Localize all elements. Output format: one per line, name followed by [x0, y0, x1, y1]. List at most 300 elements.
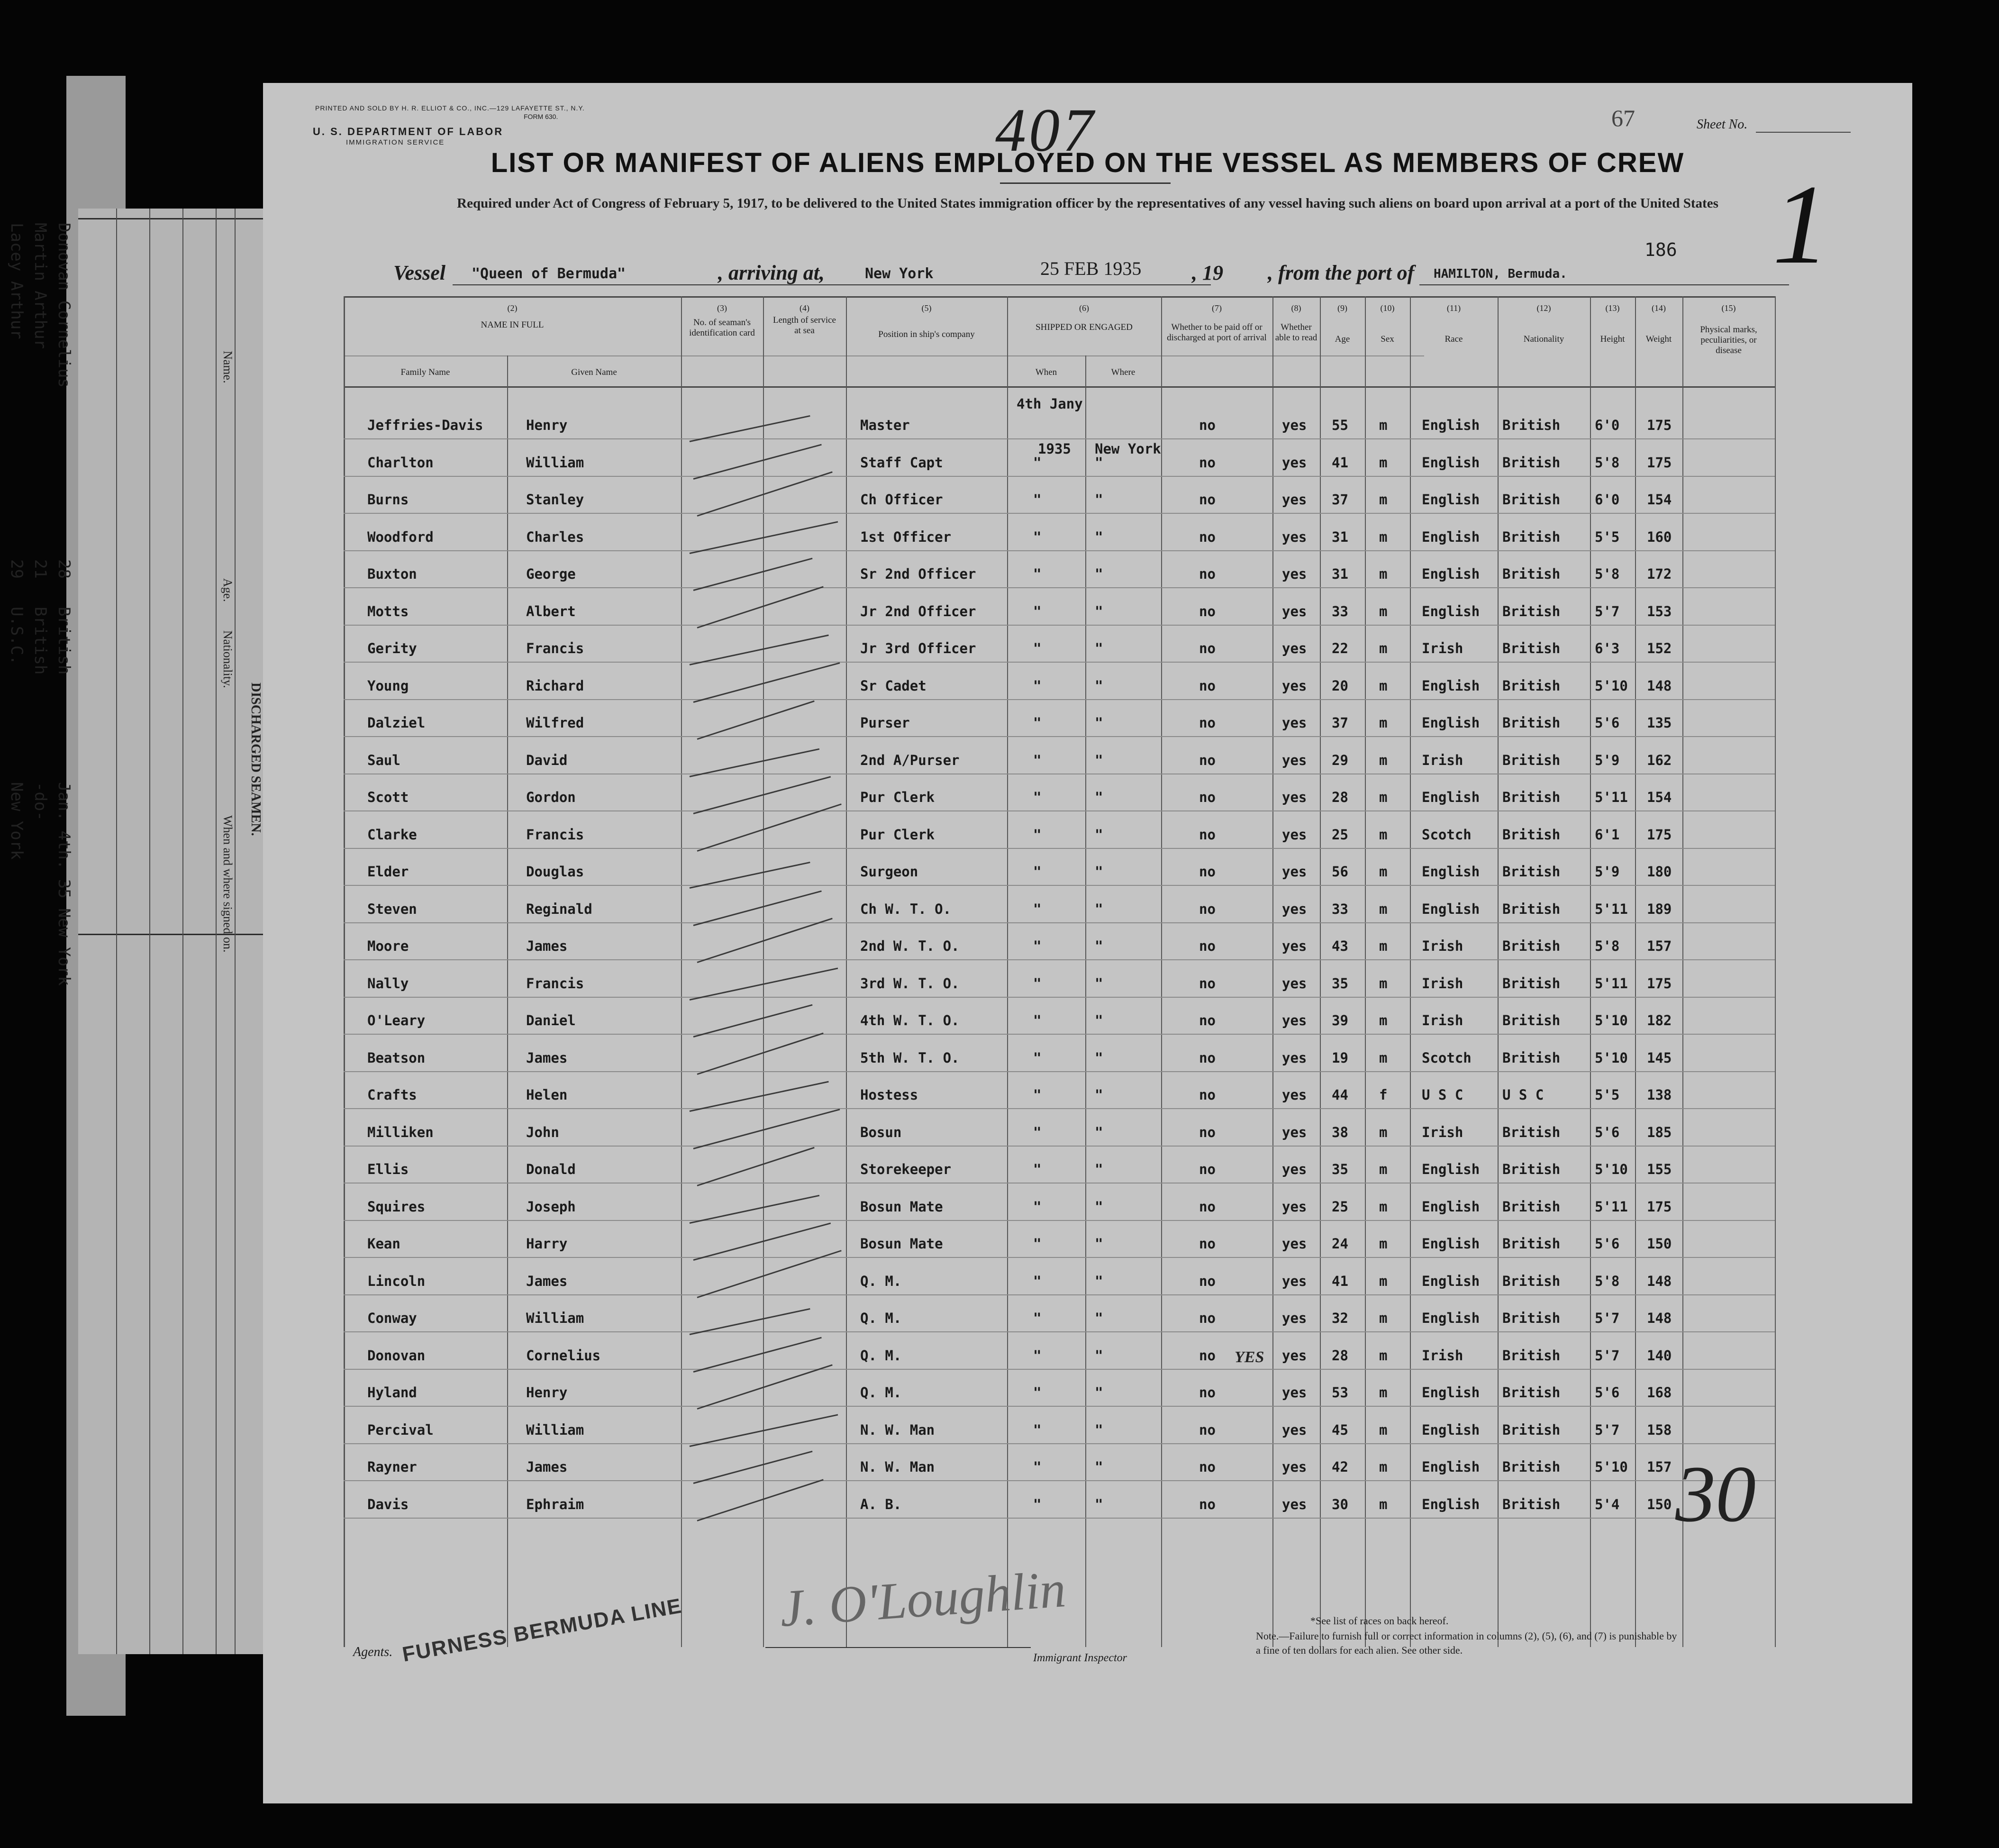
cell-given-name: David — [526, 752, 568, 768]
cell-position: Q. M. — [860, 1347, 902, 1364]
row-rule — [344, 587, 1775, 588]
cell-position: Surgeon — [860, 864, 918, 880]
cell-weight: 180 — [1647, 864, 1672, 880]
cell-position: Jr 2nd Officer — [860, 603, 976, 619]
cell-shipped-when: " — [1033, 1347, 1042, 1364]
row-rule — [344, 1034, 1775, 1035]
cell-age: 44 — [1332, 1087, 1348, 1103]
cell-shipped-where: " — [1095, 1124, 1103, 1140]
cell-sex: m — [1379, 528, 1388, 545]
cell-weight: 152 — [1647, 640, 1672, 656]
cell-family-name: Steven — [367, 901, 417, 917]
cell-race: English — [1422, 789, 1480, 805]
cell-age: 37 — [1332, 492, 1348, 508]
cell-race: English — [1422, 677, 1480, 694]
cell-able-to-read: yes — [1282, 417, 1307, 433]
cell-age: 28 — [1332, 789, 1348, 805]
column-divider — [1085, 355, 1086, 1647]
cell-able-to-read: yes — [1282, 1273, 1307, 1289]
slip-column-line — [235, 209, 236, 1654]
races-note: *See list of races on back hereof. — [1310, 1615, 1449, 1627]
cell-race: English — [1422, 454, 1480, 471]
cell-race: Irish — [1422, 938, 1463, 954]
cell-height: 5'8 — [1595, 566, 1620, 582]
stamp-number: 67 — [1611, 105, 1635, 131]
cell-race: English — [1422, 1310, 1480, 1326]
cell-shipped-when: " — [1033, 938, 1042, 954]
header-sex: Sex — [1381, 334, 1394, 344]
cell-shipped-when: " — [1033, 566, 1042, 582]
slip-row-nationality: U.S.C. — [7, 607, 26, 665]
cell-race: Irish — [1422, 1012, 1463, 1029]
cell-nationality: British — [1502, 1161, 1561, 1177]
cell-paid-off: no — [1199, 1459, 1216, 1475]
cell-height: 5'11 — [1595, 975, 1628, 992]
agent-stamp: FURNESS BERMUDA LINE — [400, 1594, 684, 1666]
cell-race: English — [1422, 901, 1480, 917]
cell-race: English — [1422, 1198, 1480, 1215]
cell-family-name: Buxton — [367, 566, 417, 582]
col-num-14: (14) — [1652, 303, 1666, 313]
cell-paid-off: no — [1199, 826, 1216, 843]
cell-nationality: British — [1502, 492, 1561, 508]
cell-shipped-where: " — [1095, 1384, 1103, 1401]
row-rule — [344, 1480, 1775, 1481]
cell-family-name: Burns — [367, 492, 409, 508]
id-card-check-mark — [690, 635, 829, 665]
cell-shipped-when: " — [1033, 864, 1042, 880]
row-rule — [344, 959, 1775, 960]
col-num-4: (4) — [800, 303, 809, 313]
cell-weight: 168 — [1647, 1384, 1672, 1401]
cell-nationality: British — [1502, 901, 1561, 917]
cell-race: English — [1422, 1421, 1480, 1438]
cell-sex: m — [1379, 715, 1388, 731]
header-position: Position in ship's company — [878, 329, 975, 339]
cell-family-name: Milliken — [367, 1124, 434, 1140]
cell-shipped-where: " — [1095, 1198, 1103, 1215]
cell-able-to-read: yes — [1282, 938, 1307, 954]
cell-nationality: British — [1502, 864, 1561, 880]
header-height: Height — [1600, 334, 1625, 344]
cell-position: 4th W. T. O. — [860, 1012, 960, 1029]
cell-nationality: British — [1502, 826, 1561, 843]
cell-family-name: Elder — [367, 864, 409, 880]
cell-weight: 145 — [1647, 1049, 1672, 1066]
cell-able-to-read: yes — [1282, 901, 1307, 917]
cell-shipped-where: " — [1095, 1310, 1103, 1326]
cell-given-name: Francis — [526, 826, 584, 843]
col-num-9: (9) — [1337, 303, 1347, 313]
slip-column-line — [116, 209, 117, 1654]
arrival-date-stamp: 25 FEB 1935 — [1040, 258, 1142, 279]
cell-weight: 148 — [1647, 677, 1672, 694]
cell-shipped-when: " — [1033, 1273, 1042, 1289]
cell-position: Bosun Mate — [860, 1198, 943, 1215]
cell-shipped-where: " — [1095, 826, 1103, 843]
cell-shipped-where: " — [1095, 752, 1103, 768]
cell-weight: 172 — [1647, 566, 1672, 582]
cell-shipped-where: " — [1095, 1087, 1103, 1103]
cell-given-name: Douglas — [526, 864, 584, 880]
cell-able-to-read: yes — [1282, 1161, 1307, 1177]
cell-paid-off: no — [1199, 1161, 1216, 1177]
cell-shipped-where: " — [1095, 1496, 1103, 1512]
cell-height: 5'10 — [1595, 1012, 1628, 1029]
handwritten-total: 30 — [1675, 1449, 1756, 1538]
row-rule — [344, 848, 1775, 849]
cell-able-to-read: yes — [1282, 566, 1307, 582]
id-card-check-mark — [693, 1451, 813, 1484]
cell-given-name: William — [526, 1310, 584, 1326]
cell-sex: m — [1379, 901, 1388, 917]
column-divider — [507, 355, 508, 1647]
cell-able-to-read: yes — [1282, 1421, 1307, 1438]
id-card-check-mark — [693, 662, 840, 703]
cell-height: 5'11 — [1595, 1198, 1628, 1215]
cell-race: English — [1422, 1384, 1480, 1401]
cell-sex: m — [1379, 1049, 1388, 1066]
cell-race: English — [1422, 566, 1480, 582]
arrival-port: New York — [865, 265, 934, 282]
slip-row-name: Martin Arthur — [31, 223, 50, 349]
cell-sex: m — [1379, 752, 1388, 768]
column-divider — [1410, 296, 1411, 1647]
handwritten-number: 407 — [995, 96, 1096, 164]
cell-age: 22 — [1332, 640, 1348, 656]
cell-able-to-read: yes — [1282, 1459, 1307, 1475]
cell-family-name: Crafts — [367, 1087, 417, 1103]
cell-position: Q. M. — [860, 1273, 902, 1289]
id-card-check-mark — [690, 748, 820, 777]
cell-nationality: British — [1502, 1273, 1561, 1289]
cell-weight: 175 — [1647, 1198, 1672, 1215]
cell-able-to-read: yes — [1282, 789, 1307, 805]
cell-able-to-read: yes — [1282, 1198, 1307, 1215]
cell-paid-off: no — [1199, 1310, 1216, 1326]
cell-shipped-where: " — [1095, 640, 1103, 656]
cell-age: 29 — [1332, 752, 1348, 768]
id-card-check-mark — [690, 1081, 829, 1112]
cell-age: 35 — [1332, 975, 1348, 992]
cell-age: 53 — [1332, 1384, 1348, 1401]
header-weight: Weight — [1645, 334, 1672, 344]
cell-able-to-read: yes — [1282, 677, 1307, 694]
cell-position: Ch Officer — [860, 492, 943, 508]
handwritten-yes-correction: YES — [1235, 1348, 1264, 1366]
cell-given-name: Cornelius — [526, 1347, 601, 1364]
cell-height: 5'10 — [1595, 1161, 1628, 1177]
cell-given-name: Helen — [526, 1087, 568, 1103]
inspector-label: Immigrant Inspector — [1033, 1652, 1127, 1664]
cell-shipped-where: " — [1095, 715, 1103, 731]
cell-shipped-where: " — [1095, 1161, 1103, 1177]
cell-height: 5'10 — [1595, 1049, 1628, 1066]
fine-note: Note.—Failure to furnish full or correct information in columns (2), (5), (6), and (7) is punishable by a fine of ten dollars for each alien. See other side. — [1256, 1630, 1677, 1656]
row-rule — [344, 662, 1775, 663]
cell-position: Master — [860, 417, 910, 433]
cell-position: Pur Clerk — [860, 789, 935, 805]
cell-nationality: British — [1502, 975, 1561, 992]
cell-shipped-where: " — [1095, 1049, 1103, 1066]
cell-shipped-where: " — [1095, 1347, 1103, 1364]
cell-shipped-where: " — [1095, 864, 1103, 880]
cell-age: 32 — [1332, 1310, 1348, 1326]
cell-weight: 175 — [1647, 417, 1672, 433]
cell-paid-off: no — [1199, 752, 1216, 768]
cell-nationality: British — [1502, 640, 1561, 656]
id-card-check-mark — [697, 701, 815, 740]
cell-given-name: Henry — [526, 1384, 568, 1401]
id-card-check-mark — [693, 1004, 813, 1038]
cell-sex: m — [1379, 677, 1388, 694]
cell-able-to-read: yes — [1282, 1087, 1307, 1103]
cell-shipped-where: " — [1095, 789, 1103, 805]
column-divider — [1590, 296, 1591, 1647]
row-rule — [344, 438, 1775, 439]
cell-sex: m — [1379, 1236, 1388, 1252]
cell-family-name: Charlton — [367, 454, 434, 471]
cell-shipped-when: " — [1033, 1161, 1042, 1177]
cell-paid-off: no — [1199, 1421, 1216, 1438]
agents-label: Agents. — [353, 1645, 393, 1659]
cell-shipped-when: " — [1033, 1198, 1042, 1215]
cell-paid-off: no — [1199, 1012, 1216, 1029]
cell-height: 5'6 — [1595, 1124, 1620, 1140]
cell-paid-off: no — [1199, 975, 1216, 992]
cell-shipped-when: " — [1033, 677, 1042, 694]
cell-family-name: Ellis — [367, 1161, 409, 1177]
cell-able-to-read: yes — [1282, 752, 1307, 768]
cell-given-name: Richard — [526, 677, 584, 694]
from-label: , from the port of — [1268, 261, 1415, 284]
cell-weight: 148 — [1647, 1310, 1672, 1326]
cell-able-to-read: yes — [1282, 1124, 1307, 1140]
cell-weight: 185 — [1647, 1124, 1672, 1140]
id-card-check-mark — [697, 1147, 815, 1186]
cell-family-name: Squires — [367, 1198, 426, 1215]
cell-height: 5'6 — [1595, 1236, 1620, 1252]
cell-family-name: Woodford — [367, 528, 434, 545]
id-card-check-mark — [693, 890, 822, 926]
cell-nationality: British — [1502, 528, 1561, 545]
slip-col-signed: When and where signed on. — [221, 815, 235, 953]
row-rule — [344, 1108, 1775, 1109]
cell-position: 2nd A/Purser — [860, 752, 960, 768]
cell-position: 1st Officer — [860, 528, 952, 545]
cell-shipped-when: " — [1033, 1496, 1042, 1512]
cell-paid-off: no — [1199, 789, 1216, 805]
cell-shipped-where: " — [1095, 1273, 1103, 1289]
subheader-family: Family Name — [400, 367, 450, 377]
cell-family-name: Hyland — [367, 1384, 417, 1401]
cell-age: 31 — [1332, 566, 1348, 582]
column-divider — [1365, 296, 1366, 1647]
cell-height: 5'5 — [1595, 1087, 1620, 1103]
cell-family-name: Clarke — [367, 826, 417, 843]
cell-shipped-when: " — [1033, 715, 1042, 731]
from-port: HAMILTON, Bermuda. — [1434, 267, 1567, 281]
id-card-check-mark — [693, 1109, 840, 1149]
cell-nationality: British — [1502, 1236, 1561, 1252]
id-card-check-mark — [697, 471, 833, 517]
page-number: 186 — [1645, 239, 1677, 260]
cell-family-name: Scott — [367, 789, 409, 805]
cell-sex: m — [1379, 1310, 1388, 1326]
sheet-no-line — [1756, 132, 1851, 133]
cell-sex: m — [1379, 1421, 1388, 1438]
cell-shipped-when: " — [1033, 454, 1042, 471]
cell-age: 38 — [1332, 1124, 1348, 1140]
cell-position: Sr 2nd Officer — [860, 566, 976, 582]
cell-shipped-where: " — [1095, 938, 1103, 954]
slip-row-nationality: British — [55, 607, 73, 675]
cell-family-name: Percival — [367, 1421, 434, 1438]
crew-table — [344, 296, 1775, 1647]
cell-shipped-when: " — [1033, 826, 1042, 843]
cell-given-name: James — [526, 1273, 568, 1289]
department-name: U. S. DEPARTMENT OF LABOR — [313, 126, 504, 137]
cell-family-name: Gerity — [367, 640, 417, 656]
cell-family-name: Saul — [367, 752, 400, 768]
cell-height: 5'7 — [1595, 1421, 1620, 1438]
cell-given-name: Ephraim — [526, 1496, 584, 1512]
slip-column-line — [216, 209, 217, 1654]
header-physical-marks: Physical marks, peculiarities, or disease — [1700, 325, 1757, 355]
cell-given-name: Donald — [526, 1161, 576, 1177]
cell-nationality: British — [1502, 1049, 1561, 1066]
cell-height: 5'10 — [1595, 677, 1628, 694]
cell-sex: m — [1379, 603, 1388, 619]
column-divider — [846, 296, 847, 1647]
cell-shipped-where: " — [1095, 1459, 1103, 1475]
cell-shipped-when: " — [1033, 1012, 1042, 1029]
cell-paid-off: no — [1199, 715, 1216, 731]
cell-able-to-read: yes — [1282, 528, 1307, 545]
cell-weight: 150 — [1647, 1496, 1672, 1512]
cell-given-name: Reginald — [526, 901, 592, 917]
cell-shipped-when: " — [1033, 975, 1042, 992]
cell-height: 5'10 — [1595, 1459, 1628, 1475]
cell-weight: 175 — [1647, 975, 1672, 992]
cell-paid-off: no — [1199, 454, 1216, 471]
cell-height: 5'6 — [1595, 1384, 1620, 1401]
id-card-check-mark — [697, 1479, 824, 1521]
subheader-when: When — [1035, 367, 1057, 377]
row-rule — [344, 810, 1775, 811]
cell-shipped-when: " — [1033, 1384, 1042, 1401]
col-num-8: (8) — [1291, 303, 1301, 313]
cell-age: 28 — [1332, 1347, 1348, 1364]
cell-given-name: Joseph — [526, 1198, 576, 1215]
cell-given-name: Henry — [526, 417, 568, 433]
cell-able-to-read: yes — [1282, 1236, 1307, 1252]
cell-paid-off: no — [1199, 677, 1216, 694]
cell-nationality: British — [1502, 752, 1561, 768]
row-rule — [344, 550, 1775, 551]
cell-position: N. W. Man — [860, 1421, 935, 1438]
cell-sex: m — [1379, 1459, 1388, 1475]
cell-paid-off: no — [1199, 1273, 1216, 1289]
cell-given-name: Francis — [526, 975, 584, 992]
cell-age: 24 — [1332, 1236, 1348, 1252]
cell-height: 5'11 — [1595, 789, 1628, 805]
cell-weight: 154 — [1647, 789, 1672, 805]
cell-position: 5th W. T. O. — [860, 1049, 960, 1066]
row-rule — [344, 1146, 1775, 1147]
subheader-where: Where — [1111, 367, 1136, 377]
cell-family-name: Nally — [367, 975, 409, 992]
header-paid-off: Whether to be paid off or discharged at port of arrival — [1167, 322, 1267, 343]
slip-row-name: Donovan Cornelius — [55, 223, 73, 388]
cell-paid-off: no — [1199, 492, 1216, 508]
column-divider — [1007, 296, 1008, 1647]
table-right-border — [1775, 296, 1776, 1647]
sheet-no-label: Sheet No. — [1697, 117, 1748, 132]
form-number: FORM 630. — [524, 113, 558, 120]
slip-title: DISCHARGED SEAMEN. — [248, 683, 263, 836]
cell-paid-off: no — [1199, 1198, 1216, 1215]
cell-race: English — [1422, 715, 1480, 731]
row-rule — [344, 1257, 1775, 1258]
inspector-signature: J. O'Loughlin — [778, 1560, 1068, 1638]
cell-able-to-read: yes — [1282, 1496, 1307, 1512]
from-port-underline — [1419, 284, 1789, 285]
cell-able-to-read: yes — [1282, 826, 1307, 843]
column-divider — [1635, 296, 1636, 1647]
cell-family-name: Davis — [367, 1496, 409, 1512]
row-rule — [344, 1443, 1775, 1444]
cell-nationality: British — [1502, 603, 1561, 619]
cell-given-name: John — [526, 1124, 559, 1140]
col-num-10: (10) — [1380, 303, 1395, 313]
cell-paid-off: no — [1199, 938, 1216, 954]
cell-race: English — [1422, 1496, 1480, 1512]
cell-sex: m — [1379, 492, 1388, 508]
cell-able-to-read: yes — [1282, 1012, 1307, 1029]
cell-shipped-when: " — [1033, 752, 1042, 768]
header-name-in-full: NAME IN FULL — [481, 320, 544, 330]
cell-height: 6'1 — [1595, 826, 1620, 843]
cell-given-name: George — [526, 566, 576, 582]
cell-given-name: William — [526, 454, 584, 471]
cell-weight: 157 — [1647, 1459, 1672, 1475]
cell-age: 25 — [1332, 1198, 1348, 1215]
id-card-check-mark — [693, 444, 822, 479]
cell-age: 41 — [1332, 1273, 1348, 1289]
col-num-7: (7) — [1212, 303, 1222, 313]
cell-age: 45 — [1332, 1421, 1348, 1438]
id-card-check-mark — [690, 1194, 820, 1223]
cell-given-name: James — [526, 1459, 568, 1475]
cell-nationality: British — [1502, 1124, 1561, 1140]
cell-position: Bosun Mate — [860, 1236, 943, 1252]
cell-given-name: Albert — [526, 603, 576, 619]
col-num-5: (5) — [921, 303, 932, 313]
cell-able-to-read: yes — [1282, 603, 1307, 619]
cell-age: 55 — [1332, 417, 1348, 433]
id-card-check-mark — [697, 586, 824, 628]
cell-paid-off: no — [1199, 901, 1216, 917]
cell-sex: m — [1379, 975, 1388, 992]
cell-race: Irish — [1422, 1347, 1463, 1364]
cell-nationality: British — [1502, 1198, 1561, 1215]
cell-able-to-read: yes — [1282, 640, 1307, 656]
cell-nationality: British — [1502, 789, 1561, 805]
cell-sex: m — [1379, 1012, 1388, 1029]
cell-shipped-when: " — [1033, 640, 1042, 656]
column-divider — [1161, 296, 1162, 1647]
